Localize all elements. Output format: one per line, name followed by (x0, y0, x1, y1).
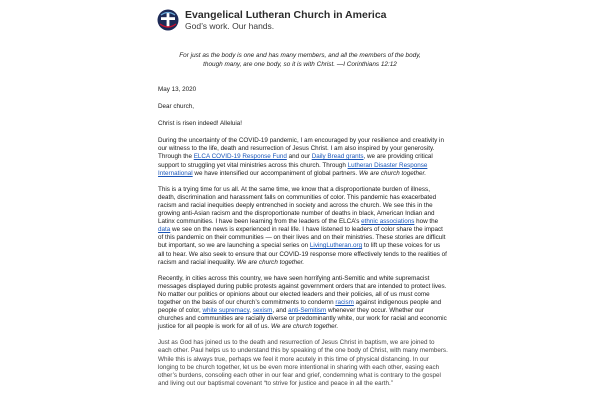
verse-line-1: For just as the body is one and has many members, and all the members of the body, (179, 52, 421, 59)
sexism-link[interactable]: sexism (252, 307, 273, 315)
paragraph-text: , (249, 307, 253, 315)
refrain: We are church together. (271, 323, 339, 331)
white-supremacy-link[interactable]: white supremacy (202, 307, 250, 315)
paragraph-text: how the (414, 218, 439, 226)
letter-date: May 13, 2020 (158, 86, 197, 93)
racism-link[interactable]: racism (335, 298, 354, 306)
ethnic-associations-link[interactable]: ethnic associations (361, 218, 415, 226)
paragraph-text: whenever they occur. Whether our churches and communities are racially diverse or predominantly white, our work for racial and economic justice for all people is work for all of us. (158, 307, 447, 331)
data-link[interactable]: data (158, 226, 171, 234)
lutheran-disaster-response-link[interactable]: Lutheran Disaster Response International (158, 161, 428, 177)
paragraph-text: During the uncertainty of the COVID-19 pandemic, I am encouraged by your resilience and creativity in our witness to the life, death and resurrection of Jesus Christ. I am also inspired by your generosity. Through the (158, 137, 444, 161)
anti-semitism-link[interactable]: anti-Semitism (288, 307, 327, 315)
org-name: Evangelical Lutheran Church in America (185, 9, 387, 21)
paragraph-text: to lift up these voices for us all to hear. We also seek to ensure that our COVID-19 response more effectively tends to the realities of racism and racial inequality. (158, 242, 447, 266)
verse-line-2: though many, are one body, so it is with Christ. (203, 61, 336, 68)
scripture-verse (150, 51, 450, 69)
paragraph-text: , we are providing critical support to struggling yet vital ministries across this church. Through (158, 153, 433, 169)
paragraph-1 (158, 137, 448, 177)
paragraph-text: against indigenous people and people of color, (158, 298, 442, 315)
paragraph-text: This is a trying time for us all. At the same time, we know that a disproportionate burden of illness, death, discrimination and harassment falls on communities of color. This pandemic has exacerbated racism and racial inequities deeply entrenched in society and across the church. We see this in the growing anti-Asian racism and the disproportionate number of deaths in black, American Indian and Latinx communities. I have been learning from the leaders of the ELCA’s (158, 185, 437, 226)
living-lutheran-link[interactable]: LivingLutheran.org (309, 242, 363, 250)
paragraph-4: Just as God has joined us to the death and resurrection of Jesus Christ in baptism, we are joined to each other. Paul helps us to understand this by speaking of the one body of Christ, with many members. While this is always true, perhaps we feel it more acutely in this time of physical distancing. In our longing to be church together, let us be even more intentional in sharing with each other, easing each other’s burdens, consoling each other in our fear and grief, condemning what is contrary to the gospel and living out our baptismal covenant “to strive for justice and peace in all the earth.” (158, 339, 448, 387)
covid-response-fund-link[interactable]: ELCA COVID-19 Response Fund (193, 153, 287, 161)
paragraph-text: we see on the news is experienced in real life. I have listened to leaders of color share the impact of this pandemic on their communities — on their lives and on their ministries. These stories are difficult but important, so we are launching a special series on (158, 226, 446, 250)
paragraph-text: we have intensified our accompaniment of global partners. (192, 169, 359, 177)
letterhead-text (185, 9, 387, 31)
greeting: Dear church, (158, 103, 195, 111)
daily-bread-grants-link[interactable]: Daily Bread grants (311, 153, 364, 161)
easter-acclamation: Christ is risen indeed! Alleluia! (158, 120, 242, 128)
paragraph-text: and our (286, 153, 312, 161)
elca-cross-logo-icon (157, 9, 179, 31)
letter-body (158, 86, 448, 396)
paragraph-3 (158, 275, 448, 332)
tagline: God’s work. Our hands. (185, 21, 275, 31)
paragraph-text: , and (272, 307, 289, 315)
paragraph-text: Recently, in cities across this country, we have seen horrifying anti-Semitic and white supremacist messages displayed during public protests against government orders that are intended to protect lives. No matter our politics or opinions about our elected leaders and their policies, all of us must come together on the basis of our church’s commitments to condemn (158, 274, 447, 306)
refrain: We are church together. (236, 258, 305, 266)
verse-citation: —I Corinthians 12:12 (335, 61, 397, 68)
refrain: We are church together. (358, 169, 427, 177)
paragraph-2 (158, 186, 448, 267)
letterhead (157, 9, 387, 31)
